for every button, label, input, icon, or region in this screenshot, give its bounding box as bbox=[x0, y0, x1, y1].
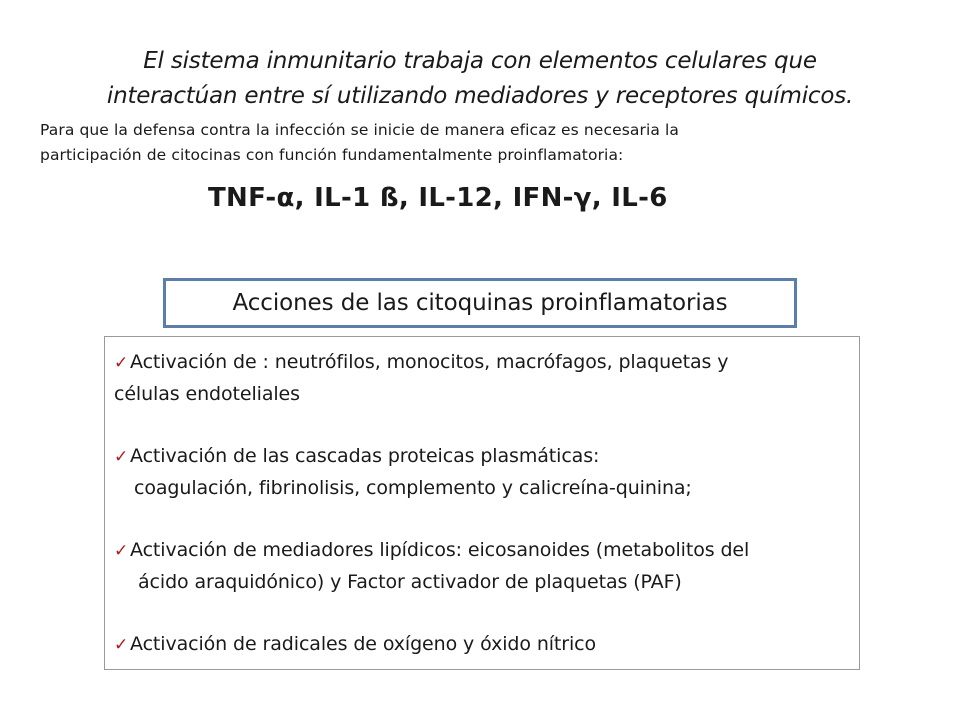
check-mark-icon: ✓ bbox=[114, 447, 129, 467]
action-item-line-1: Activación de : neutrófilos, monocitos, macrófagos, plaquetas y bbox=[130, 351, 729, 373]
paragraph-line-2: participación de citocinas con función fundamentalmente proinflamatoria: bbox=[40, 146, 624, 164]
action-item-oxygen-radicals bbox=[114, 629, 851, 661]
check-mark-icon: ✓ bbox=[114, 353, 129, 373]
actions-list-box bbox=[104, 336, 860, 670]
action-item-line-2: células endoteliales bbox=[114, 383, 300, 405]
cytokine-list: TNF-α, IL-1 ß, IL-12, IFN-γ, IL-6 bbox=[208, 183, 668, 213]
check-mark-icon: ✓ bbox=[114, 635, 129, 655]
action-item-line-2: ácido araquidónico) y Factor activador de plaquetas (PAF) bbox=[138, 571, 682, 593]
actions-heading-box bbox=[163, 278, 797, 328]
action-item-line-1: Activación de radicales de oxígeno y óxido nítrico bbox=[130, 633, 597, 655]
actions-heading: Acciones de las citoquinas proinflamatorias bbox=[232, 290, 728, 316]
check-mark-icon: ✓ bbox=[114, 541, 129, 561]
defense-paragraph bbox=[40, 118, 940, 168]
paragraph-line-1: Para que la defensa contra la infección se inicie de manera eficaz es necesaria la bbox=[40, 121, 679, 139]
action-item-line-2: coagulación, fibrinolisis, complemento y calicreína-quinina; bbox=[134, 477, 692, 499]
action-item-line-1: Activación de las cascadas proteicas plasmáticas: bbox=[130, 445, 600, 467]
action-item-line-1: Activación de mediadores lipídicos: eicosanoides (metabolitos del bbox=[130, 539, 750, 561]
intro-line-2: interactúan entre sí utilizando mediadores y receptores químicos. bbox=[106, 83, 854, 109]
action-item-lipid-mediators bbox=[114, 535, 851, 598]
intro-statement bbox=[40, 44, 920, 114]
intro-line-1: El sistema inmunitario trabaja con elementos celulares que bbox=[143, 48, 817, 74]
action-item-neutrophils bbox=[114, 347, 851, 410]
action-item-plasma-cascades bbox=[114, 441, 851, 504]
